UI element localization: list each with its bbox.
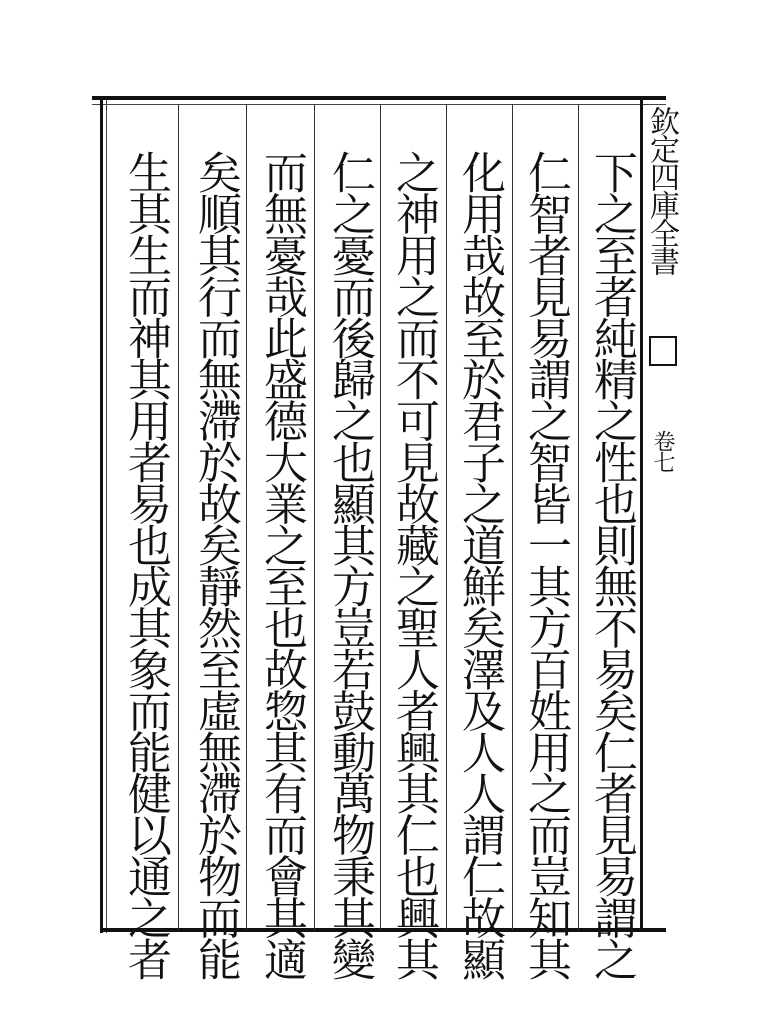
- text-column-6: 而無憂哉此盛德大業之至也故惣其有而會其適: [256, 150, 307, 979]
- text-column-3: 化用哉故至於君子之道鮮矣澤及人人謂仁故顯: [454, 150, 505, 979]
- text-column-5: 仁之憂而後歸之也顯其方豈若鼓動萬物秉其變: [324, 150, 375, 979]
- frame-bottom-border: [100, 928, 666, 932]
- text-column-7: 矣順其行而無滯於故矣靜然至虛無滯於物而能: [190, 150, 241, 979]
- frame-right-border: [640, 100, 643, 932]
- frame-left-border: [100, 100, 103, 933]
- column-divider: [512, 104, 513, 930]
- volume-label: 卷七: [650, 430, 675, 472]
- column-divider: [446, 104, 447, 930]
- text-column-1: 下之至者純精之性也則無不易矣仁者見易謂之: [586, 150, 637, 979]
- column-divider: [178, 104, 179, 930]
- frame-top-border: [92, 96, 666, 100]
- column-divider: [246, 104, 247, 930]
- text-column-4: 之神用之而不可見故藏之聖人者興其仁也興其: [388, 150, 439, 979]
- book-title: 欽定四庫全書: [644, 106, 679, 274]
- text-column-2: 仁智者見易謂之智皆一其方百姓用之而豈知其: [520, 150, 571, 979]
- frame-left-inner-border: [106, 100, 107, 933]
- column-divider: [578, 104, 579, 930]
- column-divider: [380, 104, 381, 930]
- column-divider: [314, 104, 315, 930]
- text-column-8: 生其生而神其用者易也成其象而能健以通之者: [120, 150, 171, 979]
- fish-tail-mark: [649, 336, 677, 366]
